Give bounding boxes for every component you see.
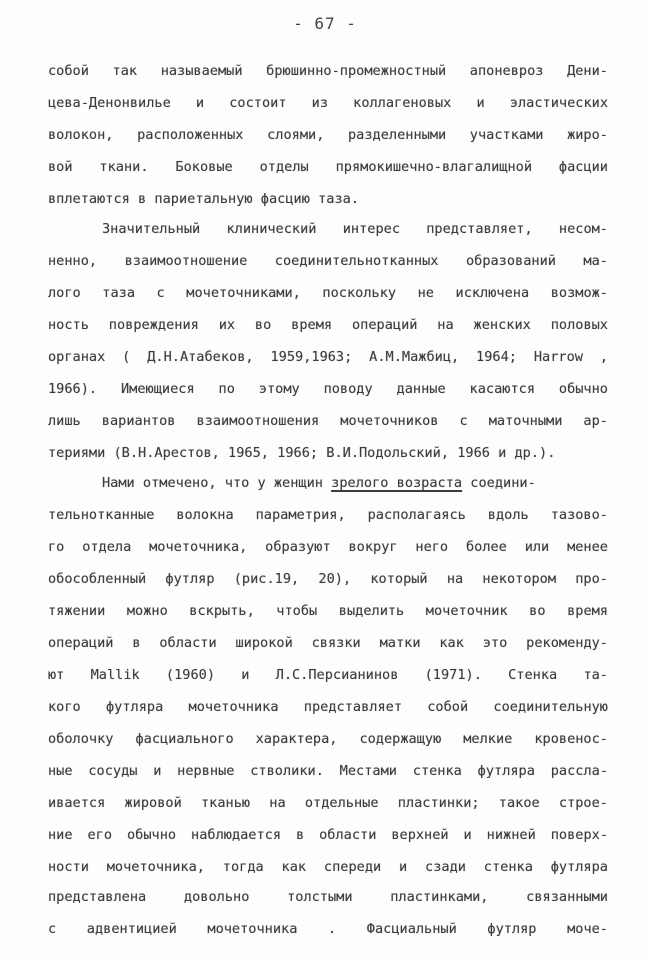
text-line: волокон, расположенных слоями, разделенными участками жиро- [48, 127, 608, 143]
text-line: с адвентицией мочеточника . Фасциальный футляр моче- [48, 921, 608, 937]
text-line: ние его обычно наблюдается в области верхней и нижней поверх- [48, 827, 608, 843]
text-line: представлена довольно толстыми пластинками, связанными [48, 889, 608, 905]
text-line: ности мочеточника, тогда как спереди и сзади стенка футляра [48, 859, 608, 875]
text-line: териями (В.Н.Арестов, 1965, 1966; В.И.Подольский, 1966 и др.). [48, 445, 556, 461]
text-line: ют Mallik (1960) и Л.С.Персианинов (1971). Стенка та- [48, 667, 608, 683]
text-line: 1966). Имеющиеся по этому поводу данные касаются обычно [48, 381, 608, 397]
text-line: ные сосуды и нервные стволики. Местами стенка футляра рассла- [48, 763, 608, 779]
text-segment: соедини- [462, 475, 536, 491]
text-line: лишь вариантов взаимоотношения мочеточников с маточными ар- [48, 413, 608, 429]
text-line: тельнотканные волокна параметрия, располагаясь вдоль тазово- [48, 507, 608, 523]
text-line: кого футляра мочеточника представляет собой соединительную [48, 699, 608, 715]
underlined-phrase: зрелого возраста [331, 475, 463, 491]
text-line: обособленный футляр (рис.19, 20), который на некотором про- [48, 571, 608, 587]
text-line: ивается жировой тканью на отдельные пластинки; такое строе- [48, 795, 608, 811]
text-line: вой ткани. Боковые отделы прямокишечно-влагалищной фасции [48, 159, 608, 175]
text-line: ненно, взаимоотношение соединительнотканных образований ма- [48, 253, 608, 269]
text-line: оболочку фасциального характера, содержащую мелкие кровенос- [48, 731, 608, 747]
text-line: операций в области широкой связки матки как это рекоменду- [48, 635, 608, 651]
text-line: цева-Денонвилье и состоит из коллагеновых и эластических [48, 95, 608, 111]
text-line [102, 475, 608, 492]
text-line: ность повреждения их во время операций на женских половых [48, 317, 608, 333]
text-line: Значительный клинический интерес представляет, несом- [102, 221, 608, 237]
text-line: лого таза с мочеточниками, поскольку не исключена возмож- [48, 285, 608, 301]
page-number: - 67 - [293, 14, 357, 33]
text-line: вплетаются в париетальную фасцию таза. [48, 191, 359, 207]
text-line: го отдела мочеточника, образуют вокруг него более или менее [48, 539, 608, 555]
text-line: тяжении можно вскрыть, чтобы выделить мочеточник во время [48, 603, 608, 619]
text-line: органах ( Д.Н.Атабеков, 1959,1963; А.М.Мажбиц, 1964; Harrow , [48, 349, 608, 365]
text-line: собой так называемый брюшинно-промежностный апоневроз Дени- [48, 63, 608, 79]
text-segment: Нами отмечено, что у женщин [102, 475, 332, 491]
